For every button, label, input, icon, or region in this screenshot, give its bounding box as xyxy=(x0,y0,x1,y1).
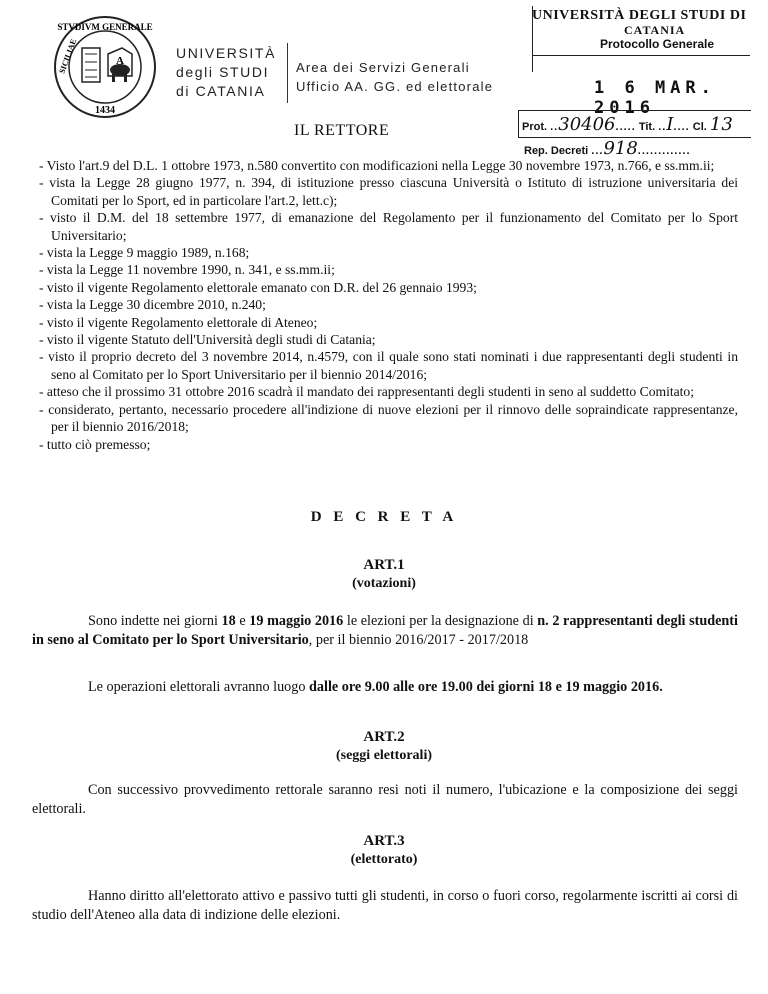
prot-number: 30406 xyxy=(558,114,616,135)
seal-motto-left: SICILIAE xyxy=(57,37,79,75)
decreta-heading: D E C R E T A xyxy=(310,509,458,525)
premise-item: - vista la Legge 11 novembre 1990, n. 341, e ss.mm.ii; xyxy=(39,262,335,278)
premise-item: - visto il D.M. del 18 settembre 1977, di emanazione del Regolamento per il funzionamento del Comitato per lo Sport Universitario; xyxy=(39,210,738,243)
university-name-line-1: UNIVERSITÀ xyxy=(176,45,277,61)
stamp-protocol-label: Protocollo Generale xyxy=(600,37,715,51)
stamp-date: 1 6 MAR. 2016 xyxy=(594,78,716,118)
seal-year: 1434 xyxy=(95,105,115,116)
premise-item: - considerato, pertanto, necessario procedere all'indizione di nuove elezioni per il rinnovo delle sopraindicate rappresentanze, per il biennio 2016/2018; xyxy=(39,401,738,435)
premise-item: - tutto ciò premesso; xyxy=(39,436,151,452)
premise-item: - visto il proprio decreto del 3 novembre 2014, n.4579, con il quale sono stati nominati i due rappresentanti degli studenti in seno al Comitato per lo Sport Universitario per il biennio 2014/2016; xyxy=(39,349,738,382)
premise-item: - atteso che il prossimo 31 ottobre 2016 scadrà il mandato dei rappresentanti degli studenti in seno al suddetto Comitato; xyxy=(39,384,695,400)
premises-list xyxy=(33,157,738,453)
office-area: Area dei Servizi Generali xyxy=(296,60,470,75)
document-title: IL RETTORE xyxy=(294,122,390,139)
stamp-city: CATANIA xyxy=(624,23,686,37)
protocol-stamp xyxy=(518,6,750,159)
university-seal xyxy=(52,14,158,120)
art3-paragraph: Hanno diritto all'elettorato attivo e passivo tutti gli studenti, in corso o fuori corso, regolarmente iscritti ai corsi di studio dell'Ateneo alla data di indizione delle elezioni. xyxy=(32,888,738,923)
art1-subtitle: (votazioni) xyxy=(352,576,416,591)
seal-motto-top: STVDIVM GENERALE xyxy=(57,22,153,32)
tit-value: I xyxy=(666,114,674,135)
university-name-line-3: di CATANIA xyxy=(176,83,266,99)
header-divider xyxy=(287,43,288,103)
premise-item: - visto il vigente Statuto dell'Università degli studi di Catania; xyxy=(39,332,376,348)
rep-value: 918 xyxy=(603,138,638,159)
art1-paragraph-1: Sono indette nei giorni 18 e 19 maggio 2016 le elezioni per la designazione di n. 2 rappresentanti degli studenti in seno al Comitato per lo Sport Universitario, per il biennio 2016/2017 - 2017/2018 xyxy=(32,613,738,648)
prot-label: Prot. xyxy=(522,121,548,133)
university-name xyxy=(176,44,276,101)
art2-subtitle: (seggi elettorali) xyxy=(335,748,432,763)
premise-item: - vista la Legge 28 giugno 1977, n. 394, di istituzione presso ciascuna Università o Istituto di istruzione universitaria dei Comitati per lo Sport, ed in particolare l'art.2, lett.c); xyxy=(39,175,738,208)
stamp-university: UNIVERSITÀ DEGLI STUDI DI xyxy=(532,8,747,23)
art3-title: ART.3 xyxy=(363,833,405,849)
rep-label: Rep. Decreti xyxy=(524,145,589,157)
cl-label: Cl. xyxy=(692,121,707,133)
stamp-protocol-row: Prot. ..30406..... Tit. ..I.... Cl. 13 xyxy=(522,114,733,135)
art1-paragraph-2: Le operazioni elettorali avranno luogo dalle ore 9.00 alle ore 19.00 dei giorni 18 e 19 maggio 2016. xyxy=(88,679,663,695)
art1-title: ART.1 xyxy=(363,557,405,573)
stamp-rep-row: Rep. Decreti ...918............. xyxy=(524,138,691,159)
tit-label: Tit. xyxy=(638,121,656,133)
office-name xyxy=(296,58,493,96)
svg-text:A: A xyxy=(116,55,124,67)
cl-value: 13 xyxy=(709,114,733,135)
premise-item: - Visto l'art.9 del D.L. 1 ottobre 1973, n.580 convertito con modificazioni nella Legge 30 novembre 1973, n.766, e ss.mm.ii; xyxy=(39,158,715,173)
office-unit: Ufficio AA. GG. ed elettorale xyxy=(296,79,494,94)
premise-item: - vista la Legge 30 dicembre 2010, n.240; xyxy=(39,297,266,313)
art3-subtitle: (elettorato) xyxy=(350,852,418,867)
premise-item: - vista la Legge 9 maggio 1989, n.168; xyxy=(39,245,250,261)
university-name-line-2: degli STUDI xyxy=(176,64,270,80)
art2-paragraph: Con successivo provvedimento rettorale saranno resi noti il numero, l'ubicazione e la composizione dei seggi elettorali. xyxy=(32,782,738,817)
art2-title: ART.2 xyxy=(363,729,405,745)
premise-item: - visto il vigente Regolamento elettorale di Ateneo; xyxy=(39,314,318,330)
premise-item: - visto il vigente Regolamento elettorale emanato con D.R. del 26 gennaio 1993; xyxy=(39,279,477,295)
